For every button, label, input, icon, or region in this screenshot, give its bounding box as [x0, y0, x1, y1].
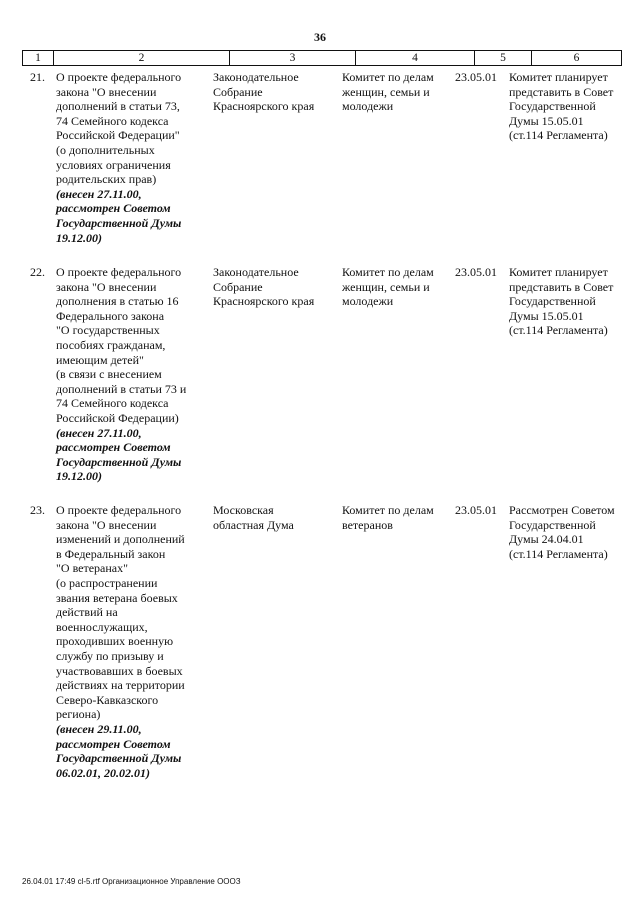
entry-number: 23.	[30, 503, 45, 517]
text-line: Думы 24.04.01	[509, 532, 584, 547]
text-line: женщин, семьи и	[342, 279, 430, 294]
text-line: Собрание	[213, 84, 263, 99]
date: 23.05.01	[455, 503, 497, 517]
bill-title	[56, 70, 206, 245]
text-line: представить в Совет	[509, 84, 614, 99]
text-line: 19.12.00)	[56, 469, 102, 484]
text-line: областная Дума	[213, 517, 294, 532]
text-line: действий на	[56, 605, 118, 620]
text-line: имеющим детей"	[56, 352, 144, 367]
text-line: Российской Федерации"	[56, 128, 180, 143]
text-line: изменений и дополнений	[56, 532, 185, 547]
text-line: дополнений в статьи 73 и	[56, 381, 187, 396]
page-number: 36	[314, 30, 326, 44]
entry-number: 21.	[30, 70, 45, 84]
text-line: Московская	[213, 503, 274, 517]
text-line: "О государственных	[56, 323, 160, 338]
text-line: Северо-Кавказского	[56, 692, 159, 707]
status	[509, 70, 627, 143]
text-line: закона "О внесении	[56, 84, 157, 99]
text-line: региона)	[56, 707, 101, 722]
text-line: молодежи	[342, 294, 394, 309]
text-line: Собрание	[213, 279, 263, 294]
entry-number: 22.	[30, 265, 45, 279]
text-line: пособиях гражданам,	[56, 337, 166, 352]
text-line: Рассмотрен Советом	[509, 503, 615, 517]
text-line: Красноярского края	[213, 99, 315, 114]
text-line: в Федеральный закон	[56, 546, 166, 561]
text-line: Думы 15.05.01	[509, 308, 584, 323]
text-line: Законодательное	[213, 70, 299, 84]
text-line: 19.12.00)	[56, 230, 102, 245]
committee	[342, 265, 452, 309]
text-line: дополнения в статью 16	[56, 294, 179, 309]
text-line: Законодательное	[213, 265, 299, 279]
header-col-2: 2	[54, 51, 230, 65]
text-line: военнослужащих,	[56, 619, 148, 634]
text-line: 74 Семейного кодекса	[56, 113, 169, 128]
text-line: Думы 15.05.01	[509, 113, 584, 128]
text-line: (ст.114 Регламента)	[509, 546, 608, 561]
status	[509, 265, 627, 338]
header-col-5: 5	[475, 51, 532, 65]
text-line: условиях ограничения	[56, 157, 171, 172]
initiator	[213, 265, 338, 309]
header-col-4: 4	[356, 51, 475, 65]
text-line: рассмотрен Советом	[56, 440, 171, 455]
date: 23.05.01	[455, 265, 497, 279]
text-line: дополнений в статьи 73,	[56, 99, 180, 114]
text-line: действиях на территории	[56, 678, 185, 693]
text-line: ветеранов	[342, 517, 393, 532]
bill-title	[56, 265, 206, 484]
text-line: О проекте федерального	[56, 265, 182, 279]
header-col-1: 1	[23, 51, 54, 65]
text-line: О проекте федерального	[56, 503, 182, 517]
text-line: (о дополнительных	[56, 142, 155, 157]
text-line: участвовавших в боевых	[56, 663, 183, 678]
text-line: Комитет по делам	[342, 70, 434, 84]
text-line: Государственной Думы	[56, 454, 182, 469]
text-line: (внесен 27.11.00,	[56, 186, 142, 201]
text-line: Красноярского края	[213, 294, 315, 309]
footer: 26.04.01 17:49 cl-5.rtf Организационное Управление ОООЗ	[22, 877, 241, 886]
text-line: Комитет планирует	[509, 70, 608, 84]
text-line: 74 Семейного кодекса	[56, 396, 169, 411]
text-line: Государственной	[509, 99, 596, 114]
text-line: родительских прав)	[56, 172, 157, 187]
text-line: Государственной Думы	[56, 215, 182, 230]
text-line: Комитет планирует	[509, 265, 608, 279]
text-line: закона "О внесении	[56, 517, 157, 532]
text-line: (внесен 27.11.00,	[56, 425, 142, 440]
header-col-6: 6	[573, 52, 580, 64]
table-header	[22, 50, 622, 66]
bill-title	[56, 503, 206, 780]
text-line: проходивших военную	[56, 634, 174, 649]
text-line: рассмотрен Советом	[56, 736, 171, 751]
text-line: Государственной	[509, 294, 596, 309]
text-line: (ст.114 Регламента)	[509, 128, 608, 143]
text-line: (в связи с внесением	[56, 367, 162, 382]
text-line: Федерального закона	[56, 308, 165, 323]
committee	[342, 70, 452, 114]
text-line: молодежи	[342, 99, 394, 114]
text-line: Комитет по делам	[342, 503, 434, 517]
text-line: 06.02.01, 20.02.01)	[56, 765, 150, 780]
text-line: представить в Совет	[509, 279, 614, 294]
text-line: звания ветерана боевых	[56, 590, 178, 605]
date: 23.05.01	[455, 70, 497, 84]
text-line: (внесен 29.11.00,	[56, 721, 142, 736]
text-line: Российской Федерации)	[56, 410, 179, 425]
header-col-3: 3	[230, 51, 356, 65]
text-line: закона "О внесении	[56, 279, 157, 294]
text-line: (ст.114 Регламента)	[509, 323, 608, 338]
text-line: рассмотрен Советом	[56, 201, 171, 216]
text-line: (о распространении	[56, 575, 158, 590]
text-line: "О ветеранах"	[56, 561, 129, 576]
text-line: Государственной	[509, 517, 596, 532]
initiator	[213, 503, 338, 532]
status	[509, 503, 627, 561]
text-line: службу по призыву и	[56, 648, 164, 663]
initiator	[213, 70, 338, 114]
text-line: О проекте федерального	[56, 70, 182, 84]
text-line: Государственной Думы	[56, 751, 182, 766]
text-line: Комитет по делам	[342, 265, 434, 279]
text-line: женщин, семьи и	[342, 84, 430, 99]
committee	[342, 503, 452, 532]
